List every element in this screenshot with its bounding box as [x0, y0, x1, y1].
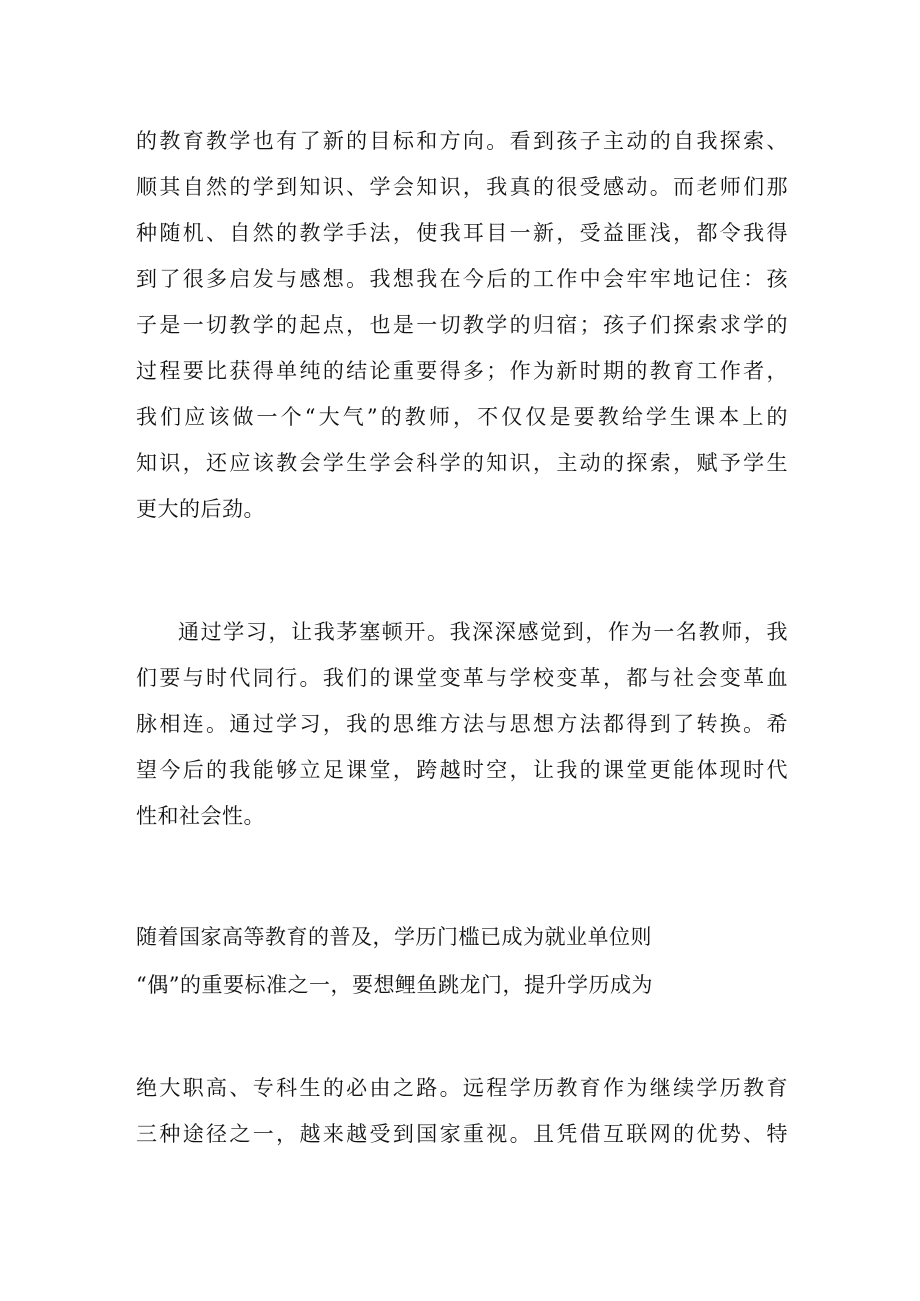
- text-line: 三种途径之一，越来越受到国家重视。且凭借互联网的优势、特: [136, 1122, 788, 1146]
- text-line: 们要与时代同行。我们的课堂变革与学校变革，都与社会变革血: [136, 666, 788, 690]
- text-line: 知识，还应该教会学生学会科学的知识，主动的探索，赋予学生: [136, 451, 788, 475]
- text-line: 望今后的我能够立足课堂，跨越时空，让我的课堂更能体现时代: [136, 758, 788, 782]
- text-line: 种随机、自然的教学手法，使我耳目一新，受益匪浅，都令我得: [136, 221, 788, 245]
- paragraph-3: [136, 913, 788, 1009]
- text-line: 过程要比获得单纯的结论重要得多；作为新时期的教育工作者，: [136, 359, 788, 383]
- text-line: 脉相连。通过学习，我的思维方法与思想方法都得到了转换。希: [136, 712, 788, 736]
- text-line: 更大的后劲。: [136, 497, 265, 521]
- text-line: 顺其自然的学到知识、学会知识，我真的很受感动。而老师们那: [136, 175, 788, 199]
- text-line: 性和社会性。: [136, 804, 265, 828]
- text-line: 我们应该做一个“大气”的教师，不仅仅是要教给学生课本上的: [136, 405, 788, 429]
- text-line: 子是一切教学的起点，也是一切教学的归宿；孩子们探索求学的: [136, 313, 788, 337]
- text-line: 绝大职高、专科生的必由之路。远程学历教育作为继续学历教育: [136, 1076, 788, 1100]
- paragraph-2: [136, 609, 788, 839]
- text-line: “偶”的重要标准之一，要想鲤鱼跳龙门，提升学历成为: [136, 973, 653, 997]
- text-line: 通过学习，让我茅塞顿开。我深深感觉到，作为一名教师，我: [178, 620, 788, 644]
- paragraph-1: [136, 118, 788, 532]
- text-line: 的教育教学也有了新的目标和方向。看到孩子主动的自我探索、: [136, 129, 788, 153]
- text-line: 到了很多启发与感想。我想我在今后的工作中会牢牢地记住：孩: [136, 267, 788, 291]
- paragraph-4: [136, 1065, 788, 1157]
- text-line: 随着国家高等教育的普及，学历门槛已成为就业单位则: [136, 925, 652, 949]
